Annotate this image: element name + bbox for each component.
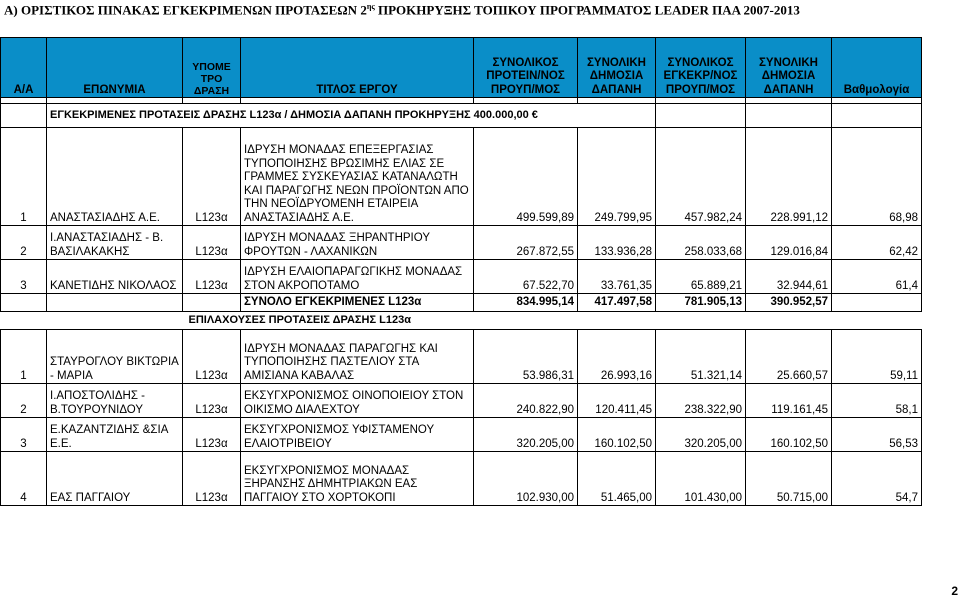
row-measure: L123α: [183, 260, 241, 294]
header-name: ΕΠΩΝΥΜΙΑ: [47, 38, 183, 98]
row-proposed: 499.599,89: [474, 128, 578, 226]
row-measure: L123α: [183, 384, 241, 418]
row-public: 33.761,35: [578, 260, 656, 294]
row-public: 120.411,45: [578, 384, 656, 418]
table-row: [1, 330, 922, 384]
row-approved: 457.982,24: [656, 128, 746, 226]
reserve-section-title: ΕΠΙΛΑΧΟΥΣΕΣ ΠΡΟΤΑΣΕΙΣ ΔΡΑΣΗΣ L123α: [188, 313, 411, 326]
row-aa: 2: [1, 226, 47, 260]
row-proposed: 53.986,31: [474, 330, 578, 384]
row-approved-public: 32.944,61: [746, 260, 832, 294]
row-measure: L123α: [183, 226, 241, 260]
row-measure: L123α: [183, 452, 241, 506]
row-score: 61,4: [832, 260, 922, 294]
row-proposed: 320.205,00: [474, 418, 578, 452]
header-row: [1, 38, 922, 98]
header-measure: ΥΠΟΜΕ ΤΡΟ ΔΡΑΣΗ: [183, 38, 241, 98]
page-title: Α) ΟΡΙΣΤΙΚΟΣ ΠΙΝΑΚΑΣ ΕΓΚΕΚΡΙΜΕΝΩΝ ΠΡΟΤΑΣΕΩΝ $2^{\eta\varsigma}$ ΠΡΟΚΗΡΥΞΗΣ ΤΟΠΙΚΟΥ ΠΡΟΓΡΑΜΜΑΤΟΣ LEADER ΠΑΑ 2007-2013: [4, 2, 800, 18]
row-aa: 4: [1, 452, 47, 506]
table-row: [1, 128, 922, 226]
row-public: 160.102,50: [578, 418, 656, 452]
row-score: 58,1: [832, 384, 922, 418]
table-row: [1, 260, 922, 294]
row-project: ΕΚΣΥΓΧΡΟΝΙΣΜΟΣ ΥΦΙΣΤΑΜΕΝΟΥ ΕΛΑΙΟΤΡΙΒΕΙΟΥ: [241, 418, 474, 452]
proposals-table: [0, 37, 922, 506]
row-public: 249.799,95: [578, 128, 656, 226]
row-score: 62,42: [832, 226, 922, 260]
row-approved: 258.033,68: [656, 226, 746, 260]
row-approved-public: 119.161,45: [746, 384, 832, 418]
row-approved-public: 129.016,84: [746, 226, 832, 260]
row-project: ΙΔΡΥΣΗ ΜΟΝΑΔΑΣ ΕΠΕΞΕΡΓΑΣΙΑΣ ΤΥΠΟΠΟΙΗΣΗΣ ΒΡΩΣΙΜΗΣ ΕΛΙΑΣ ΣΕ ΓΡΑΜΜΕΣ ΣΥΣΚΕΥΑΣΙΑΣ ΚΑΤΑΝΑΛΩΤΗ ΚΑΙ ΠΑΡΑΓΩΓΗΣ ΝΕΩΝ ΠΡΟΪΟΝΤΩΝ ΑΠΟ ΤΗΝ ΝΕΟΪΔΡΥΟΜΕΝΗ ΕΤΑΙΡΕΙΑ ΑΝΑΣΤΑΣΙΑΔΗΣ Α.Ε.: [241, 128, 474, 226]
total-approved-public: 390.952,57: [746, 294, 832, 312]
row-project: ΙΔΡΥΣΗ ΜΟΝΑΔΑΣ ΞΗΡΑΝΤΗΡΙΟΥ ΦΡΟΥΤΩΝ - ΛΑΧΑΝΙΚΩΝ: [241, 226, 474, 260]
row-name: ΣΤΑΥΡΟΓΛΟΥ ΒΙΚΤΩΡΙΑ - ΜΑΡΙΑ: [47, 330, 183, 384]
reserve-section-row: [1, 312, 922, 330]
row-public: 51.465,00: [578, 452, 656, 506]
row-approved: 51.321,14: [656, 330, 746, 384]
row-proposed: 102.930,00: [474, 452, 578, 506]
approved-section-row: [1, 104, 922, 128]
row-proposed: 67.522,70: [474, 260, 578, 294]
row-name: ΑΝΑΣΤΑΣΙΑΔΗΣ Α.Ε.: [47, 128, 183, 226]
row-name: Ι.ΑΠΟΣΤΟΛΙΔΗΣ - Β.ΤΟΥΡΟΥΝΙΔΟΥ: [47, 384, 183, 418]
header-project: ΤΙΤΛΟΣ ΕΡΓΟΥ: [241, 38, 474, 98]
row-project: ΙΔΡΥΣΗ ΜΟΝΑΔΑΣ ΠΑΡΑΓΩΓΗΣ ΚΑΙ ΤΥΠΟΠΟΙΗΣΗΣ ΠΑΣΤΕΛΙΟΥ ΣΤΑ ΑΜΙΣΙΑΝΑ ΚΑΒΑΛΑΣ: [241, 330, 474, 384]
row-aa: 1: [1, 330, 47, 384]
row-name: Ε.ΚΑΖΑΝΤΖΙΔΗΣ &ΣΙΑ Ε.Ε.: [47, 418, 183, 452]
row-name: ΕΑΣ ΠΑΓΓΑΙΟΥ: [47, 452, 183, 506]
row-aa: 3: [1, 260, 47, 294]
row-aa: 1: [1, 128, 47, 226]
row-aa: 3: [1, 418, 47, 452]
row-name: Ι.ΑΝΑΣΤΑΣΙΑΔΗΣ - Β. ΒΑΣΙΛΑΚΑΚΗΣ: [47, 226, 183, 260]
row-approved: 101.430,00: [656, 452, 746, 506]
row-approved-public: 160.102,50: [746, 418, 832, 452]
header-approved-budget: ΣΥΝΟΛΙΚΟΣ ΕΓΚΕΚΡ/ΝΟΣ ΠΡΟΥΠ/ΜΟΣ: [656, 38, 746, 98]
table-row: [1, 418, 922, 452]
total-row: [1, 294, 922, 312]
page-number: 2: [951, 584, 958, 598]
row-public: 26.993,16: [578, 330, 656, 384]
row-project: ΙΔΡΥΣΗ ΕΛΑΙΟΠΑΡΑΓΩΓΙΚΗΣ ΜΟΝΑΔΑΣ ΣΤΟΝ ΑΚΡΟΠΟΤΑΜΟ: [241, 260, 474, 294]
row-measure: L123α: [183, 330, 241, 384]
row-score: 54,7: [832, 452, 922, 506]
row-public: 133.936,28: [578, 226, 656, 260]
row-score: 59,11: [832, 330, 922, 384]
row-score: 68,98: [832, 128, 922, 226]
total-label: ΣΥΝΟΛΟ ΕΓΚΕΚΡΙΜΕΝΕΣ L123α: [241, 294, 474, 312]
row-name: ΚΑΝΕΤΙΔΗΣ ΝΙΚΟΛΑΟΣ: [47, 260, 183, 294]
header-public-spending: ΣΥΝΟΛΙΚΗ ΔΗΜΟΣΙΑ ΔΑΠΑΝΗ: [578, 38, 656, 98]
header-score: Βαθμολογία: [832, 38, 922, 98]
total-approved: 781.905,13: [656, 294, 746, 312]
row-proposed: 267.872,55: [474, 226, 578, 260]
row-measure: L123α: [183, 418, 241, 452]
table-row: [1, 384, 922, 418]
table-row: [1, 452, 922, 506]
row-measure: L123α: [183, 128, 241, 226]
table-row: [1, 226, 922, 260]
row-aa: 2: [1, 384, 47, 418]
row-approved: 238.322,90: [656, 384, 746, 418]
header-aa: Α/Α: [1, 38, 47, 98]
row-proposed: 240.822,90: [474, 384, 578, 418]
row-project: ΕΚΣΥΓΧΡΟΝΙΣΜΟΣ ΟΙΝΟΠΟΙΕΙΟΥ ΣΤΟΝ ΟΙΚΙΣΜΟ ΔΙΑΛΕΧΤΟΥ: [241, 384, 474, 418]
row-score: 56,53: [832, 418, 922, 452]
row-approved: 65.889,21: [656, 260, 746, 294]
header-proposed-budget: ΣΥΝΟΛΙΚΟΣ ΠΡΟΤΕΙΝ/ΝΟΣ ΠΡΟΥΠ/ΜΟΣ: [474, 38, 578, 98]
header-approved-public: ΣΥΝΟΛΙΚΗ ΔΗΜΟΣΙΑ ΔΑΠΑΝΗ: [746, 38, 832, 98]
row-project: ΕΚΣΥΓΧΡΟΝΙΣΜΟΣ ΜΟΝΑΔΑΣ ΞΗΡΑΝΣΗΣ ΔΗΜΗΤΡΙΑΚΩΝ ΕΑΣ ΠΑΓΓΑΙΟΥ ΣΤΟ ΧΟΡΤΟΚΟΠΙ: [241, 452, 474, 506]
approved-section-title: ΕΓΚΕΚΡΙΜΕΝΕΣ ΠΡΟΤΑΣΕΙΣ ΔΡΑΣΗΣ L123α / ΔΗΜΟΣΙΑ ΔΑΠΑΝΗ ΠΡΟΚΗΡΥΞΗΣ 400.000,00 €: [47, 104, 656, 128]
row-approved-public: 25.660,57: [746, 330, 832, 384]
total-public: 417.497,58: [578, 294, 656, 312]
total-proposed: 834.995,14: [474, 294, 578, 312]
row-approved: 320.205,00: [656, 418, 746, 452]
row-approved-public: 228.991,12: [746, 128, 832, 226]
row-approved-public: 50.715,00: [746, 452, 832, 506]
